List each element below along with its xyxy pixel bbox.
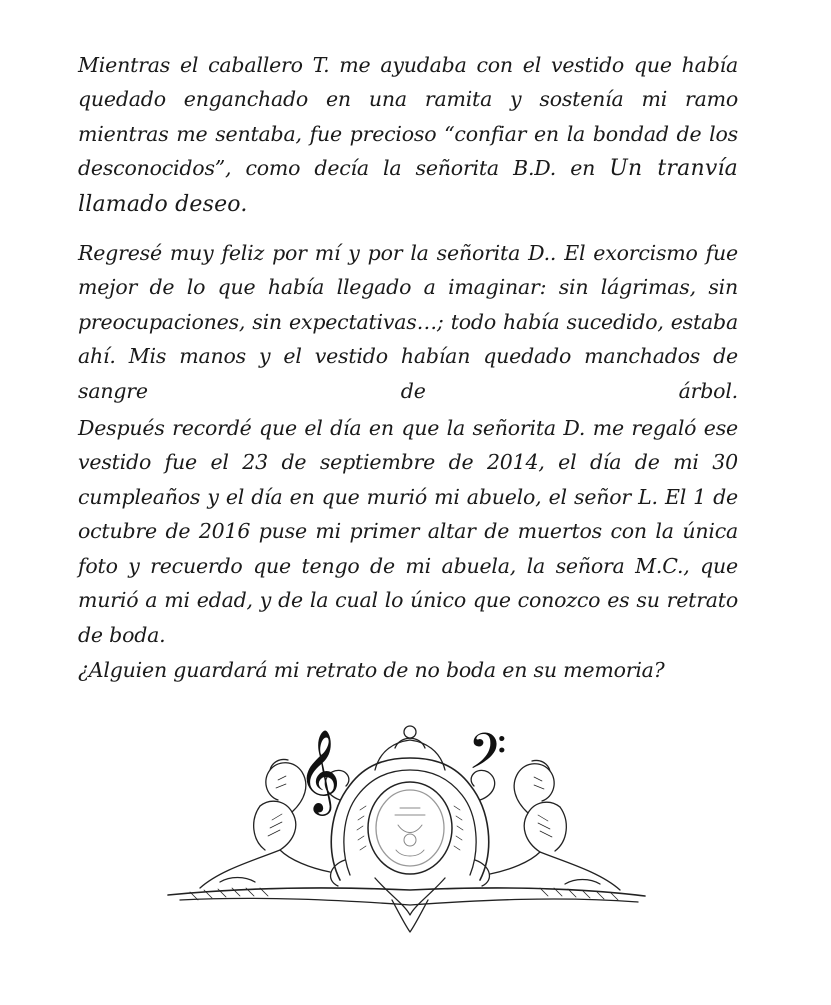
paragraph-3: Después recordé que el día en que la señorita D. me regaló ese vestido fue el 23 de septiembre de 2014, el día de mi 30 cumpleaños y el día en que murió mi abuelo, el señor L. El 1 de octubre de 2016 puse mi primer altar de muertos con la única foto y recuerdo que tengo de mi abuela, la señora M.C., que murió a mi edad, y de la cual lo único que conozco es su retrato de boda.	[78, 415, 738, 647]
film-title: Un tranvía llamado deseo.	[78, 156, 738, 217]
paragraph-4: ¿Alguien guardará mi retrato de no boda en su memoria?	[78, 657, 665, 682]
svg-text:𝄞: 𝄞	[298, 728, 341, 812]
paragraph-2: Regresé muy feliz por mí y por la señorita D.. El exorcismo fue mejor de lo que había llegado a imaginar: sin lágrimas, sin preocupaciones, sin expectativas…; todo había sucedido, estaba ahí. Mis manos y el vestido habían quedado manchados de sangre de árbol.	[78, 240, 738, 403]
svg-text:𝄢: 𝄢	[468, 723, 507, 793]
paragraph-1-text: Mientras el caballero T. me ayudaba con el vestido que había quedado enganchado en una ramita y sostenía mi ramo mientras me sentaba, fue precioso “confiar en la bondad de los desconocidos”, como decía la señorita B.D. en	[78, 52, 738, 180]
treble-clef-icon	[298, 728, 341, 816]
baroque-cartouche-ornament-icon	[160, 700, 660, 960]
bass-clef-icon	[468, 723, 507, 793]
paragraph-1	[78, 48, 738, 223]
